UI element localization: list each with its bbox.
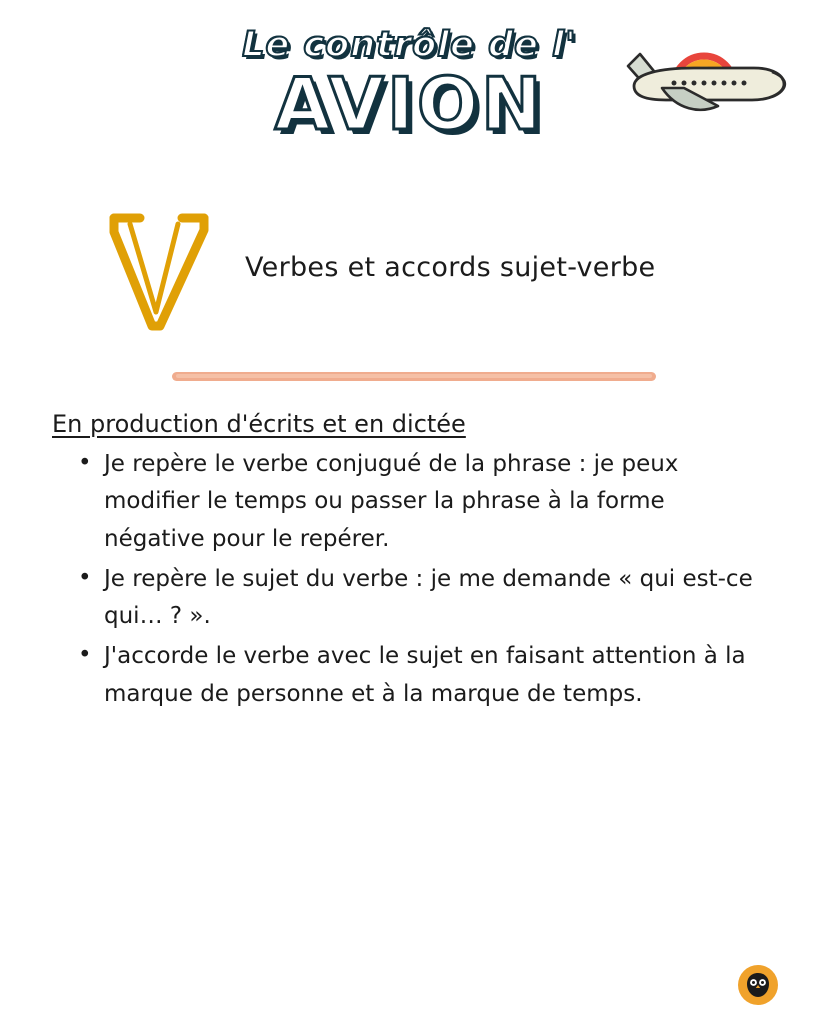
section-divider xyxy=(172,372,656,381)
page-title-line-1: Le contrôle de l' xyxy=(242,25,577,65)
list-item: • Je repère le verbe conjugué de la phrase : je peux modifier le temps ou passer la phrase à la forme négative pour le repérer. xyxy=(78,446,767,558)
page-title-line-2: AVION xyxy=(274,61,545,146)
owl-badge-logo-icon xyxy=(737,964,779,1006)
subject-row xyxy=(0,200,819,350)
page-header xyxy=(0,0,819,200)
rules-list xyxy=(52,446,767,713)
airplane-rainbow-icon xyxy=(622,26,792,126)
list-item: • Je repère le sujet du verbe : je me demande « qui est-ce qui… ? ». xyxy=(78,561,767,636)
letter-badge-icon xyxy=(100,208,228,338)
subject-label: Verbes et accords sujet-verbe xyxy=(245,252,656,283)
section-heading: En production d'écrits et en dictée xyxy=(52,410,466,438)
content-area xyxy=(0,410,819,713)
divider-wrap xyxy=(0,350,819,410)
list-item: • J'accorde le verbe avec le sujet en faisant attention à la marque de personne et à la marque de temps. xyxy=(78,638,767,713)
